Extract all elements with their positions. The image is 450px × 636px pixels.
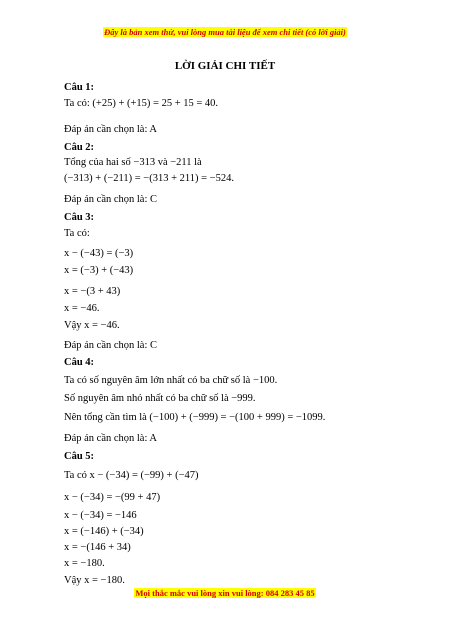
q1-heading: Câu 1: (64, 82, 95, 93)
q1-answer: Đáp án cần chọn là: A (64, 124, 158, 135)
q3-line-6: Vậy x = −46. (64, 320, 120, 331)
q3-answer: Đáp án cần chọn là: C (64, 340, 158, 351)
preview-banner-text: Đây là bản xem thử, vui lòng mua tài liệu để xem chi tiết (có lời giải) (104, 27, 346, 37)
q2-line-1: Tổng của hai số −313 và −211 là (64, 157, 202, 168)
q5-line-6: x = −180. (64, 558, 105, 569)
q5-line-2: x − (−34) = −(99 + 47) (64, 492, 161, 503)
q3-line-1: Ta có: (64, 228, 90, 239)
q3-line-3: x = (−3) + (−43) (64, 265, 134, 276)
contact-footer (0, 588, 450, 598)
q2-heading: Câu 2: (64, 142, 95, 153)
q4-line-2: Số nguyên âm nhỏ nhất có ba chữ số là −999. (64, 393, 256, 404)
q5-line-3: x − (−34) = −146 (64, 510, 137, 521)
page-title: LỜI GIẢI CHI TIẾT (174, 60, 276, 72)
q3-line-2: x − (−43) = (−3) (64, 248, 134, 259)
q5-line-4: x = (−146) + (−34) (64, 526, 144, 537)
q3-heading: Câu 3: (64, 212, 95, 223)
q4-answer: Đáp án cần chọn là: A (64, 433, 158, 444)
q4-heading: Câu 4: (64, 357, 95, 368)
contact-footer-text: Mọi thắc mắc vui lòng xin vui lòng: 084 283 45 85 (135, 588, 315, 598)
q5-heading: Câu 5: (64, 451, 95, 462)
q2-answer: Đáp án cần chọn là: C (64, 194, 158, 205)
q4-line-1: Ta có số nguyên âm lớn nhất có ba chữ số là −100. (64, 375, 278, 386)
q5-line-1: Ta có x − (−34) = (−99) + (−47) (64, 470, 199, 481)
q5-line-5: x = −(146 + 34) (64, 542, 131, 553)
preview-banner (0, 27, 450, 37)
q1-line-1: Ta có: (+25) + (+15) = 25 + 15 = 40. (64, 98, 219, 109)
q4-line-3: Nên tổng cần tìm là (−100) + (−999) = −(100 + 999) = −1099. (64, 412, 326, 423)
q3-line-5: x = −46. (64, 303, 100, 314)
q5-line-7: Vậy x = −180. (64, 575, 125, 586)
q2-line-2: (−313) + (−211) = −(313 + 211) = −524. (64, 173, 234, 184)
q3-line-4: x = −(3 + 43) (64, 286, 121, 297)
